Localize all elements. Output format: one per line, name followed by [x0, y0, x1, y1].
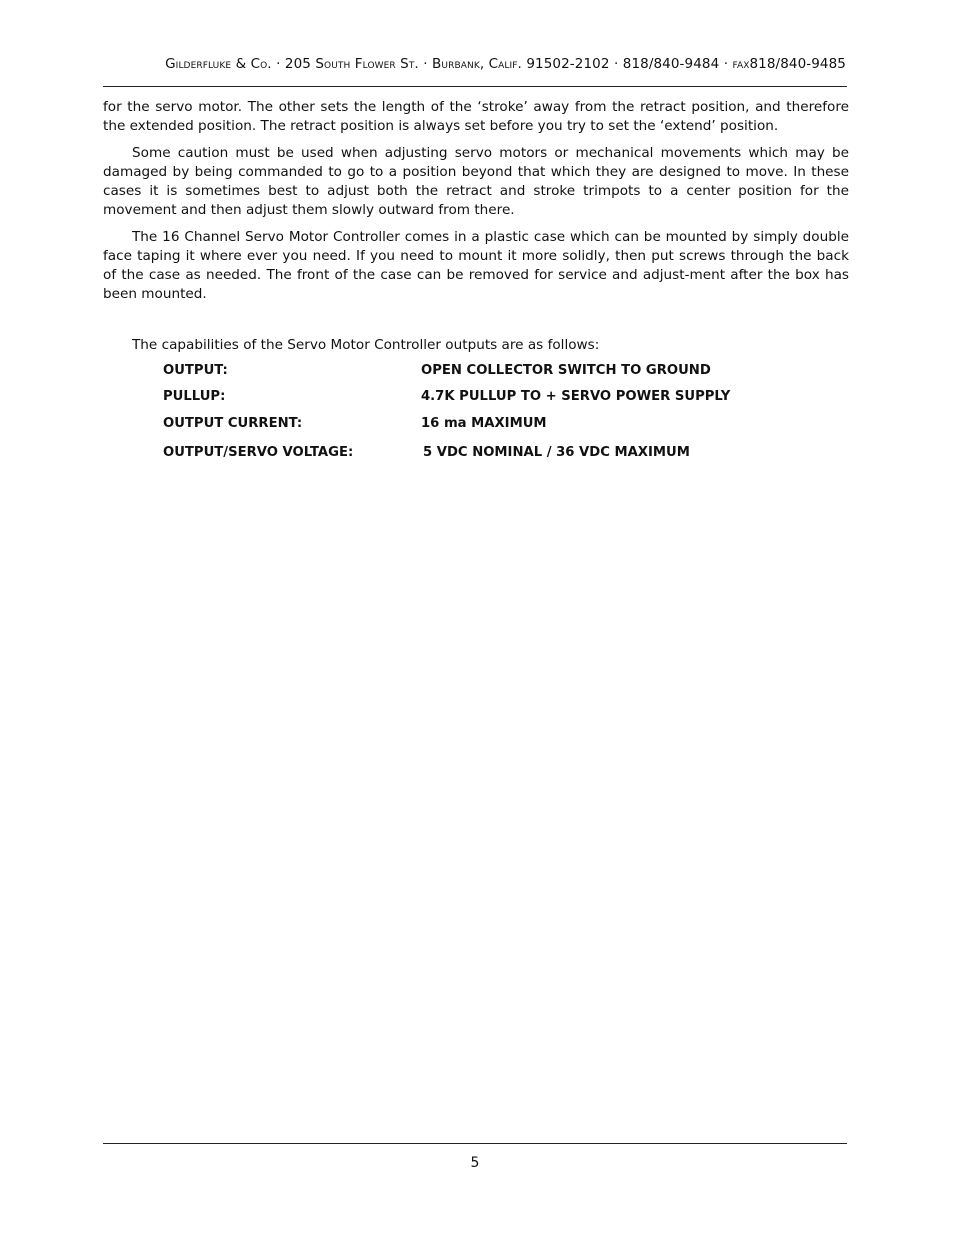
- paragraph: The 16 Channel Servo Motor Controller comes in a plastic case which can be mounted by simply double face taping it where ever you need. If you need to mount it more solidly, then put screws through the back of the case as needed. The front of the case can be removed for service and adjust-ment after the box has been mounted.: [103, 228, 849, 302]
- street-number: 205: [284, 56, 311, 72]
- spec-value: 4.7K PULLUP TO + SERVO POWER SUPPLY: [421, 389, 731, 404]
- spec-value: OPEN COLLECTOR SWITCH TO GROUND: [421, 363, 711, 378]
- page-header: [103, 56, 846, 72]
- fax-number: 818/840-9485: [749, 56, 846, 72]
- spec-label: OUTPUT/SERVO VOLTAGE:: [163, 445, 354, 460]
- company-name: Gilderfluke: [165, 56, 232, 72]
- header-separator: ·: [613, 56, 619, 72]
- street-name: South Flower St.: [315, 56, 419, 72]
- header-separator: ·: [276, 56, 281, 72]
- spec-value: 5 VDC NOMINAL / 36 VDC MAXIMUM: [423, 445, 690, 460]
- city: Burbank,: [432, 56, 485, 72]
- spec-value: 16 ma MAXIMUM: [421, 416, 547, 431]
- header-separator: ·: [723, 56, 729, 72]
- header-divider: [103, 86, 847, 87]
- fax-label: fax: [732, 56, 750, 72]
- phone-number: 818/840-9484: [622, 56, 720, 72]
- zip-code: 91502-2102: [526, 56, 610, 72]
- page-number: 5: [470, 1155, 480, 1171]
- spec-label: PULLUP:: [163, 389, 226, 404]
- spec-label: OUTPUT CURRENT:: [163, 416, 303, 431]
- spec-label: OUTPUT:: [163, 363, 228, 378]
- company-suffix: & Co.: [235, 56, 272, 72]
- paragraph: for the servo motor. The other sets the length of the ‘stroke’ away from the retract position, and therefore the extended position. The retract position is always set before you try to set the ‘extend’ position.: [103, 99, 849, 134]
- header-separator: ·: [423, 56, 428, 72]
- capabilities-intro: The capabilities of the Servo Motor Controller outputs are as follows:: [132, 337, 600, 353]
- body-text: [103, 98, 849, 312]
- state: Calif.: [488, 56, 522, 72]
- paragraph: Some caution must be used when adjusting servo motors or mechanical movements which may be damaged by being commanded to go to a position beyond that which they are designed to move. In these cases it is sometimes best to adjust both the retract and stroke trimpots to a center position for the movement and then adjust them slowly outward from there.: [103, 145, 849, 218]
- footer-divider: [103, 1143, 847, 1144]
